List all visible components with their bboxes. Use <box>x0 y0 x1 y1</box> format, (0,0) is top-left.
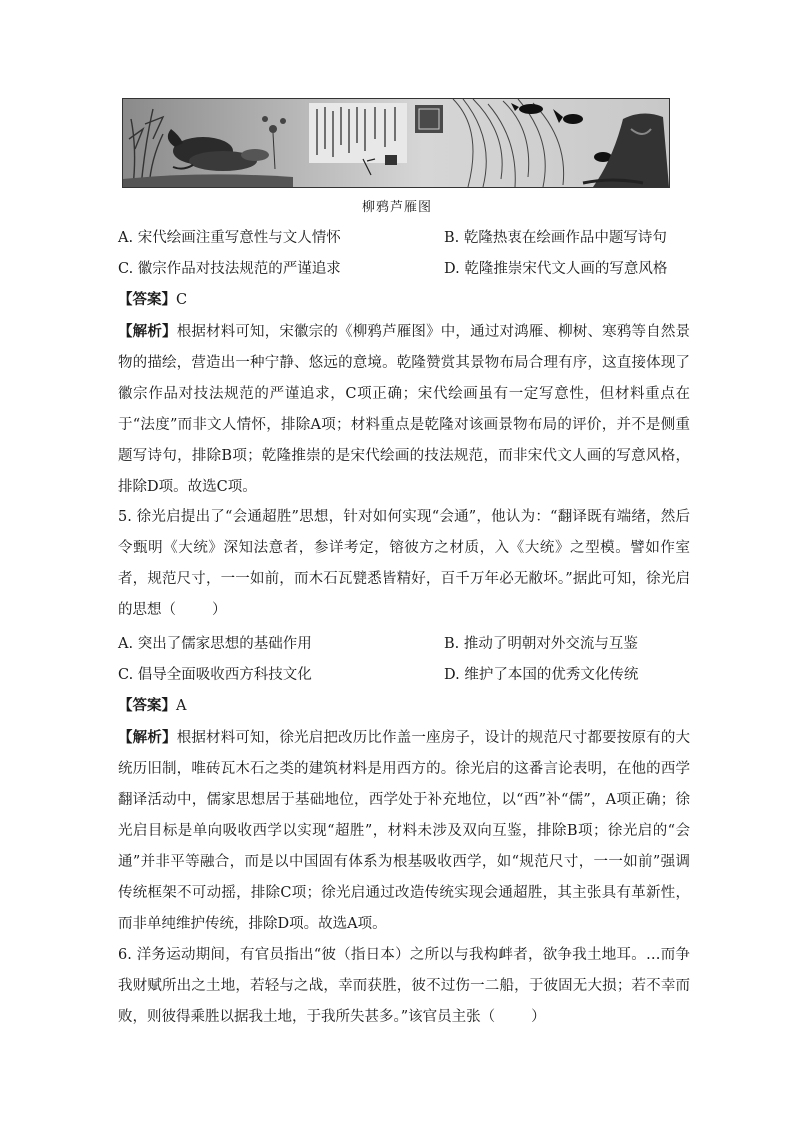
q4-analysis <box>118 316 690 503</box>
q5-answer <box>118 696 186 716</box>
answer-label: 【答案】 <box>118 697 176 714</box>
question-stem-close: ） <box>531 1009 546 1025</box>
q4-option-b: B. 乾隆热衷在绘画作品中题写诗句 <box>444 230 667 246</box>
q6-stem <box>118 940 690 1033</box>
q5-option-b: B. 推动了明朝对外交流与互鉴 <box>444 636 638 652</box>
q5-option-a: A. 突出了儒家思想的基础作用 <box>118 636 312 652</box>
willow-crows-reeds-geese-painting <box>123 99 669 187</box>
analysis-label: 【解析】 <box>118 729 177 746</box>
answer-label: 【答案】 <box>118 291 176 308</box>
analysis-label: 【解析】 <box>118 323 177 340</box>
question-stem-close: ） <box>212 602 227 618</box>
q5-option-c: C. 倡导全面吸收西方科技文化 <box>118 667 312 683</box>
q4-option-d: D. 乾隆推崇宋代文人画的写意风格 <box>444 261 668 277</box>
question-stem: 6. 洋务运动期间，有官员指出“彼（指日本）之所以与我构衅者，欲争我土地耳。…而争我财赋所出之土地，若轻与之战，幸而获胜，彼不过伤一二船，于彼固无大损；若不幸而败，则彼得乘胜以据我土地，于我所失甚多。”该官员主张（ <box>118 947 690 1025</box>
question-stem: 5. 徐光启提出了“会通超胜”思想，针对如何实现“会通”，他认为：“翻译既有端绪，然后令甄明《大统》深知法意者，参详考定，镕彼方之材质，入《大统》之型模。譬如作室者，规范尺寸，一一如前，而木石瓦甓悉皆精好，百千万年必无敝坏。”据此可知，徐光启的思想（ <box>118 509 690 618</box>
q5-stem <box>118 502 690 626</box>
analysis-text: 根据材料可知，宋徽宗的《柳鸦芦雁图》中，通过对鸿雁、柳树、寒鸦等自然景物的描绘，营造出一种宁静、悠远的意境。乾隆赞赏其景物布局合理有序，这直接体现了徽宗作品对技法规范的严谨追求，C项正确；宋代绘画虽有一定写意性，但材料重点在于“法度”而非文人情怀，排除A项；材料重点是乾隆对该画景物布局的评价，并不是侧重题写诗句，排除B项；乾隆推崇的是宋代绘画的技法规范，而非宋代文人画的写意风格，排除D项。故选C项。 <box>118 324 691 495</box>
q4-option-c: C. 徽宗作品对技法规范的严谨追求 <box>118 261 341 277</box>
q4-answer <box>118 290 187 310</box>
answer-value: C <box>176 292 188 308</box>
answer-value: A <box>176 698 187 714</box>
q4-option-a: A. 宋代绘画注重写意性与文人情怀 <box>118 230 341 246</box>
painting-image <box>122 98 670 188</box>
q5-analysis <box>118 722 690 940</box>
analysis-text: 根据材料可知，徐光启把改历比作盖一座房子，设计的规范尺寸都要按原有的大统历旧制，唯砖瓦木石之类的建筑材料是用西方的。徐光启的这番言论表明，在他的西学翻译活动中，儒家思想居于基础地位，西学处于补充地位，以“西”补“儒”，A项正确；徐光启目标是单向吸收西学以实现“超胜”，材料未涉及双向互鉴，排除B项；徐光启的“会通”并非平等融合，而是以中国固有体系为根基吸收西学，如“规范尺寸，一一如前”强调传统框架不可动摇，排除C项；徐光启通过改造传统实现会通超胜，其主张具有革新性，而非单纯维护传统，排除D项。故选A项。 <box>118 730 691 932</box>
q5-option-d: D. 维护了本国的优秀文化传统 <box>444 667 639 683</box>
painting-caption: 柳鸦芦雁图 <box>361 200 432 215</box>
